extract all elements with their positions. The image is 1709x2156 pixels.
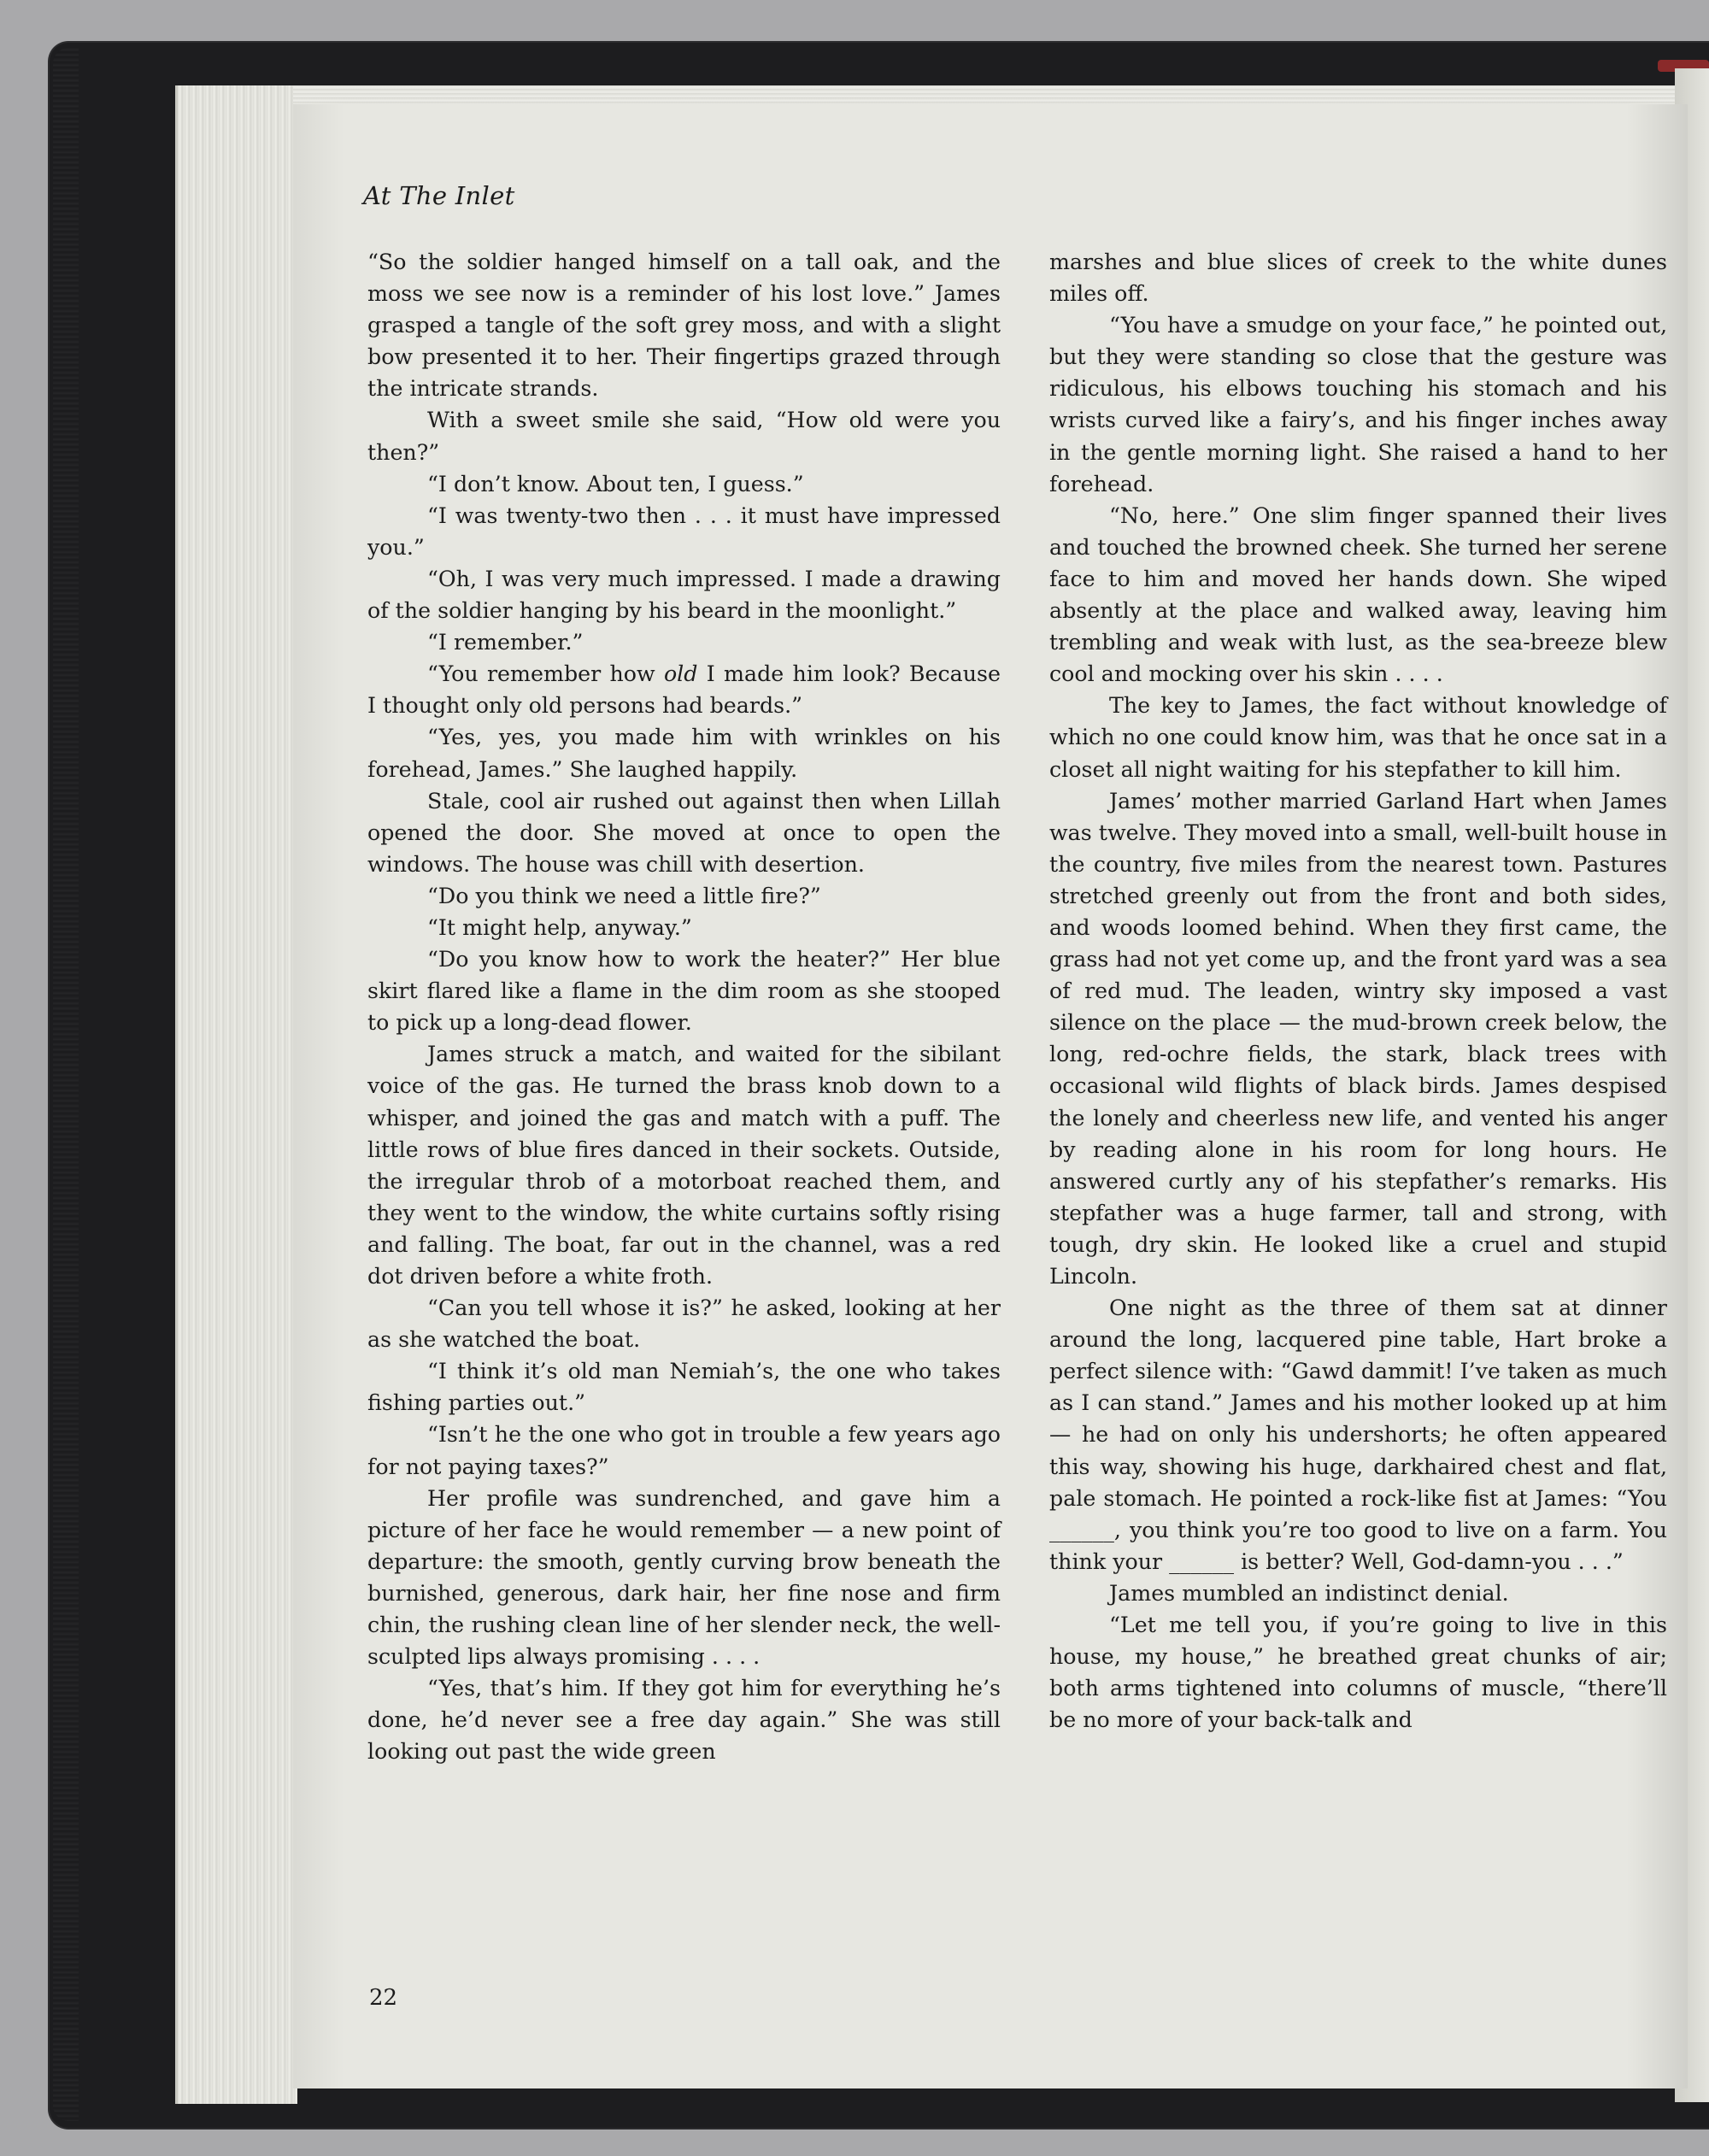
paragraph: “Oh, I was very much impressed. I made a drawing of the soldier hanging by his beard in the moonlight.” [367, 566, 1001, 624]
paragraph: “Let me tell you, if you’re going to live in this house, my house,” he breathed great chunks of air; both arms tightened into columns of muscle, “there’ll be no more of your back-talk and [1049, 1613, 1667, 1733]
page-number: 22 [369, 1985, 398, 2011]
paragraph-text: “You remember how [427, 661, 664, 687]
paragraph: “You have a smudge on your face,” he pointed out, but they were standing so close that the gesture was ridiculous, his elbows touching his stomach and his wrists curved like a fairy’s, and his finger inches away in the gentle morning light. She raised a hand to her forehead. [1049, 313, 1667, 496]
right-text-column [1049, 246, 1667, 1736]
paragraph: One night as the three of them sat at dinner around the long, lacquered pine table, Hart broke a perfect silence with: “Gawd dammit! I’ve taken as much as I can stand.” James and his mother looked up at him — he had on only his undershorts; he often appeared this way, showing his huge, darkhaired chest and flat, pale stomach. He pointed a rock-like fist at James: “You ______, you think you’re too good to live on a farm. You think your ______ is better? Well, God-damn-you . . .” [1049, 1295, 1667, 1574]
paragraph [367, 658, 1001, 721]
paragraph: Stale, cool air rushed out against then when Lillah opened the door. She moved at once to open the windows. The house was chill with desertion. [367, 788, 1001, 877]
paragraph: Her profile was sundrenched, and gave him a picture of her face he would remember — a new point of departure: the smooth, gently curving brow beneath the burnished, generous, dark hair, her fine nose and firm chin, the rushing clean line of her slender neck, the well-sculpted lips always promising . . . . [367, 1485, 1001, 1670]
paragraph: “I remember.” [427, 630, 584, 655]
paragraph: “Do you know how to work the heater?” Her blue skirt flared like a flame in the dim room as she stooped to pick up a long-dead flower. [367, 947, 1001, 1036]
paragraph: “No, here.” One slim finger spanned their lives and touched the browned cheek. She turned her serene face to him and moved her hands down. She wiped absently at the place and walked away, leaving him trembling and weak with lust, as the sea-breeze blew cool and mocking over his skin . . . . [1049, 502, 1667, 687]
running-title: At The Inlet [363, 181, 515, 210]
paragraph: “Yes, yes, you made him with wrinkles on his forehead, James.” She laughed happily. [367, 725, 1001, 782]
paragraph: James struck a match, and waited for the sibilant voice of the gas. He turned the brass knob down to a whisper, and joined the gas and match with a puff. The little rows of blue fires danced in their sockets. Outside, the irregular throb of a motorboat reached them, and they went to the window, the white curtains softly rising and falling. The boat, far out in the channel, was a red dot driven before a white froth. [367, 1042, 1001, 1289]
page-edges [175, 85, 297, 2104]
italic-emphasis: old [663, 661, 698, 687]
paragraph: “I think it’s old man Nemiah’s, the one who takes fishing parties out.” [367, 1359, 1001, 1416]
paragraph: “I was twenty-two then . . . it must have impressed you.” [367, 502, 1001, 560]
paragraph: James mumbled an indistinct denial. [1109, 1580, 1509, 1606]
paragraph: “Isn’t he the one who got in trouble a few years ago for not paying taxes?” [367, 1422, 1001, 1479]
left-text-column [367, 246, 1001, 1768]
paragraph: “I don’t know. About ten, I guess.” [427, 471, 804, 496]
paragraph-text: I made him look? Because I thought only old persons had beards.” [367, 661, 1001, 719]
page-top-edge [293, 85, 1688, 104]
paragraph: “So the soldier hanged himself on a tall oak, and the moss we see now is a reminder of his lost love.” James grasped a tangle of the soft grey moss, and with a slight bow presented it to her. Their fingertips grazed through the intricate strands. [367, 250, 1001, 402]
paragraph: “It might help, anyway.” [427, 914, 692, 940]
paragraph: The key to James, the fact without knowledge of which no one could know him, was that he once sat in a closet all night waiting for his stepfather to kill him. [1049, 693, 1667, 782]
paragraph: “Can you tell whose it is?” he asked, looking at her as she watched the boat. [367, 1295, 1001, 1353]
paragraph: “Do you think we need a little fire?” [427, 883, 821, 908]
paragraph: marshes and blue slices of creek to the white dunes miles off. [1049, 250, 1667, 307]
book-spine [53, 48, 79, 2121]
paragraph: “Yes, that’s him. If they got him for everything he’s done, he’d never see a free day again.” She was still looking out past the wide green [367, 1676, 1001, 1765]
paragraph: With a sweet smile she said, “How old were you then?” [367, 408, 1001, 465]
paragraph: James’ mother married Garland Hart when James was twelve. They moved into a small, well-built house in the country, five miles from the nearest town. Pastures stretched greenly out from the front and both sides, and woods loomed behind. When they first came, the grass had not yet come up, and the front yard was a sea of red mud. The leaden, wintry sky imposed a vast silence on the place — the mud-brown creek below, the long, red-ochre fields, the stark, black trees with occasional wild flights of black birds. James despised the lonely and cheerless new life, and vented his anger by reading alone in his room for long hours. He answered curtly any of his stepfather’s remarks. His stepfather was a huge farmer, tall and strong, with tough, dry skin. He looked like a cruel and stupid Lincoln. [1049, 788, 1667, 1289]
